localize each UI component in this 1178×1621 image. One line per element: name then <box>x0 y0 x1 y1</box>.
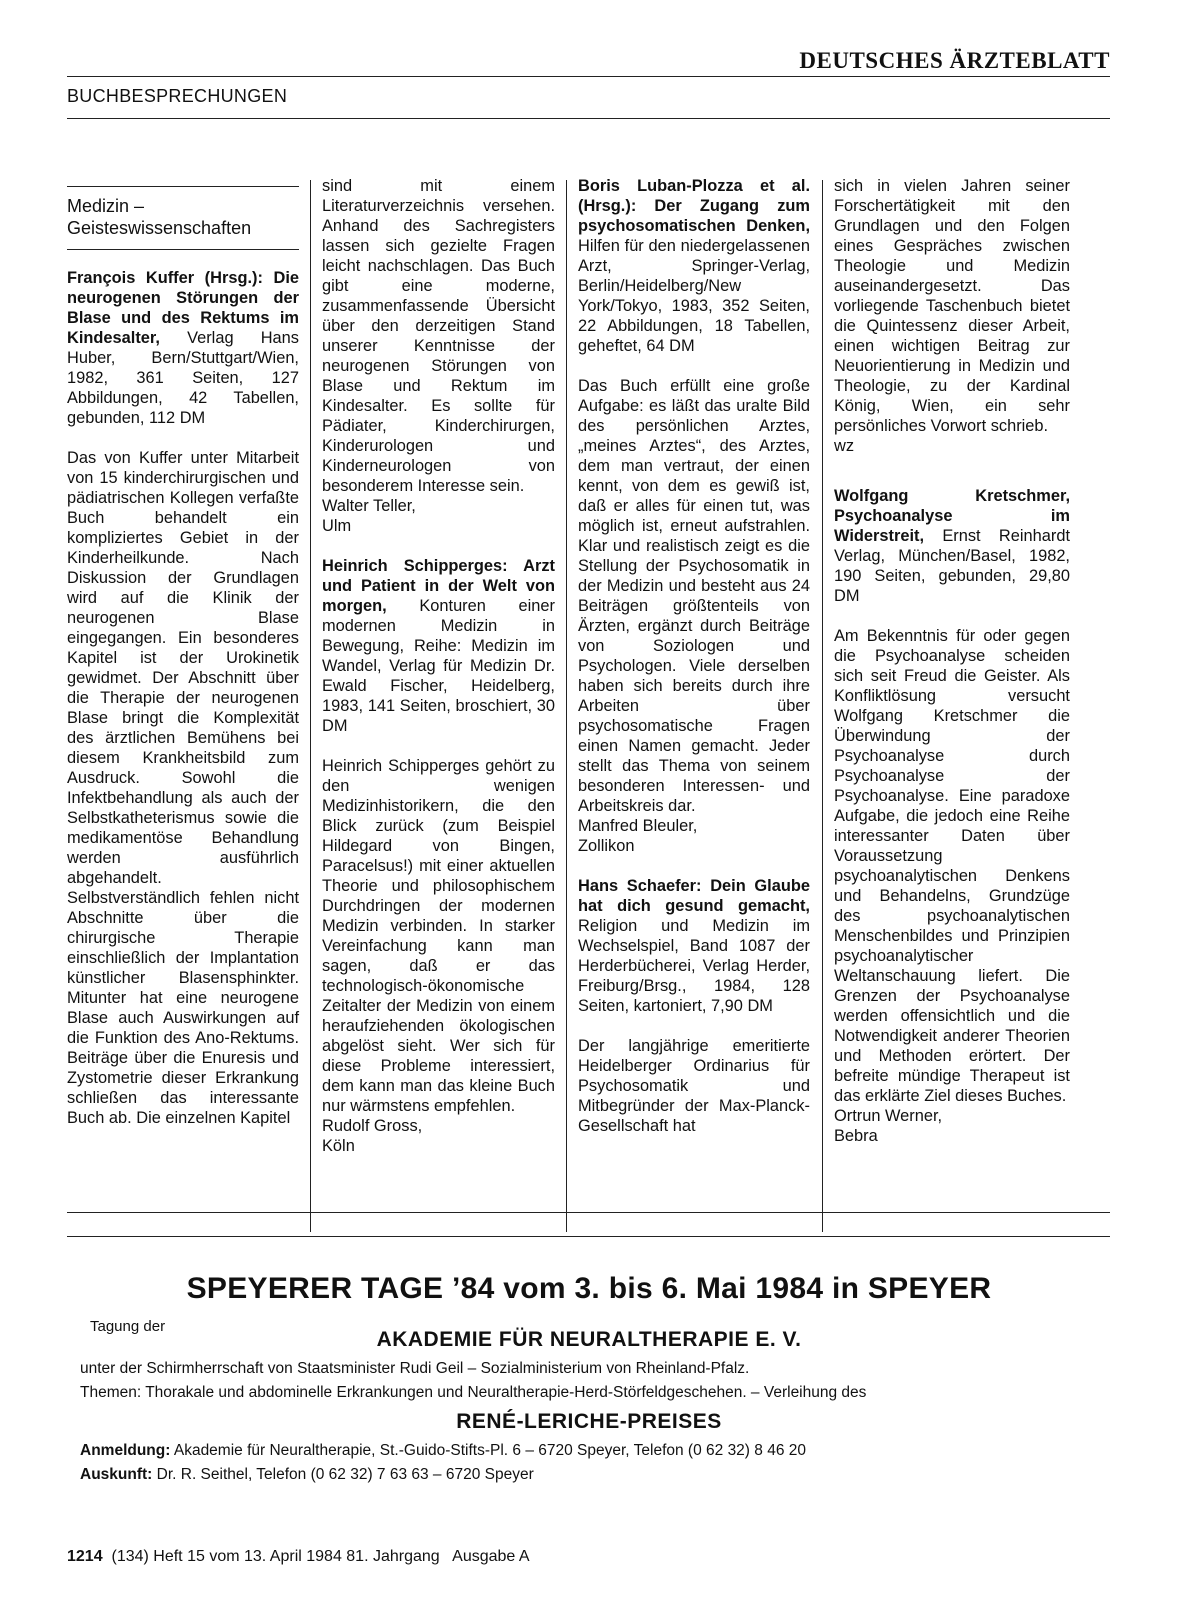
advert-tagung-label: Tagung der <box>90 1318 166 1335</box>
registration-text: Akademie für Neuraltherapie, St.-Guido-Stifts-Pl. 6 – 6720 Speyer, Telefon (0 62 32) 8 46 20 <box>170 1442 806 1459</box>
review-5-bibliography: Ernst Reinhardt Verlag, München/Basel, 1982, 190 Seiten, gebunden, 29,80 DM <box>834 527 1070 605</box>
review-3-title: Boris Luban-Plozza et al. (Hrsg.): Der Zugang zum psychosomatischen Denken, <box>578 177 810 235</box>
advert-top-rule <box>67 1236 1110 1237</box>
review-1-continuation: sind mit einem Literaturverzeichnis versehen. Anhand des Sachregisters lassen sich gezielte Fragen leicht nachschlagen. Das Buch gibt eine moderne, zusammenfassende Übersicht über den derzeitigen Stand unserer Kenntnisse der neurogenen Störungen von Blase und Rektum im Kindesalter. Es sollte für Pädiater, Kinderchirurgen, Kinderurologen und Kinderneurologen von besonderem Interesse sein. <box>322 177 555 495</box>
advert-title: SPEYERER TAGE ’84 vom 3. bis 6. Mai 1984 in SPEYER <box>186 1272 992 1305</box>
review-3-bibliography: Hilfen für den niedergelassenen Arzt, Springer-Verlag, Berlin/Heidelberg/New York/Tokyo, 1983, 352 Seiten, 22 Abbildungen, 18 Tabellen, geheftet, 64 DM <box>578 237 810 355</box>
review-2-title: Heinrich Schipperges: Arzt und Patient in der Welt von morgen, <box>322 557 555 615</box>
column-divider <box>310 180 311 1232</box>
review-2-signature-place: Köln <box>322 1137 355 1155</box>
column-3 <box>578 176 810 1136</box>
column-divider <box>822 180 823 1232</box>
review-1-header <box>67 268 299 428</box>
column-divider <box>566 180 567 1232</box>
review-1-signature-place: Ulm <box>322 517 352 535</box>
advert-organization: AKADEMIE FÜR NEURALTHERAPIE E. V. <box>376 1328 802 1351</box>
advert-patronage: unter der Schirmherrschaft von Staatsminister Rudi Geil – Sozialministerium von Rheinland-Pfalz. <box>80 1360 750 1377</box>
review-3-header <box>578 176 810 356</box>
section-title: BUCHBESPRECHUNGEN <box>67 86 288 106</box>
review-4-continuation: sich in vielen Jahren seiner Forschertätigkeit mit den Grundlagen und den Folgen eines Gespräches zwischen Theologie und Medizin auseinandergesetzt. Das vorliegende Taschenbuch bietet die Quintessenz dieser Arbeit, einen wichtigen Beitrag zur Neuorientierung in Medizin und Theologie, zu der Kardinal König, Wien, ein sehr persönliches Vorwort schrieb. <box>834 177 1070 435</box>
review-4-header <box>578 876 810 1016</box>
review-3-signature-name: Manfred Bleuler, <box>578 817 698 835</box>
column-1 <box>67 186 299 1128</box>
columns-bottom-rule <box>67 1212 1110 1213</box>
section-rule <box>67 118 1110 119</box>
review-2-header <box>322 556 555 736</box>
registration-label: Anmeldung: <box>80 1442 171 1459</box>
advert-prize: RENÉ-LERICHE-PREISES <box>456 1410 722 1433</box>
review-2-body: Heinrich Schipperges gehört zu den wenigen Medizinhistorikern, die den Blick zurück (zum Beispiel Hildegard von Bingen, Paracelsus!) mit einer aktuellen Theorie und philosophischem Durchdringen der modernen Medizin verbinden. In starker Vereinfachung kann man sagen, daß er das technologisch-ökonomische Zeitalter der Medizin von einem heraufziehenden ökologischen abgelöst sieht. Wer sich für diese Probleme interessiert, dem kann man das kleine Buch nur wärmstens empfehlen. <box>322 757 555 1115</box>
page-number: 1214 <box>67 1548 103 1565</box>
advert-information <box>80 1466 534 1484</box>
review-1-title: François Kuffer (Hrsg.): Die neurogenen Störungen der Blase und des Rektums im Kindesalter, <box>67 269 299 347</box>
review-4-bibliography: Religion und Medizin im Wechselspiel, Band 1087 der Herderbücherei, Verlag Herder, Freiburg/Brsg., 1984, 128 Seiten, kartoniert, 7,90 DM <box>578 917 810 1015</box>
review-4-title: Hans Schaefer: Dein Glaube hat dich gesund gemacht, <box>578 877 810 915</box>
review-5-body: Am Bekenntnis für oder gegen die Psychoanalyse scheiden sich seit Freud die Geister. Als Konfliktlösung versucht Wolfgang Kretschmer die Überwindung der Psychoanalyse durch Psychoanalyse der Psychoanalyse. Eine paradoxe Aufgabe, die jedoch eine Reihe interessanter Daten über Voraussetzung psychoanalytischen Denkens und Behandelns, Grundzüge des psychoanalytischen Menschenbildes und Prinzipien psychoanalytischer Weltanschauung liefert. Die Grenzen der Psychoanalyse werden offensichtlich und die Notwendigkeit anderer Theorien und Methoden erörtert. Der befreite mündige Therapeut ist das erklärte Ziel dieses Buches. <box>834 627 1070 1105</box>
review-2-signature-name: Rudolf Gross, <box>322 1117 423 1135</box>
advert-topics: Themen: Thorakale und abdominelle Erkrankungen und Neuraltherapie-Herd-Störfeldgeschehen. – Verleihung des <box>80 1384 867 1401</box>
review-5-title: Wolfgang Kretschmer, Psychoanalyse im Widerstreit, <box>834 487 1070 545</box>
page-footer <box>67 1548 530 1566</box>
advert-registration <box>80 1442 806 1460</box>
column-4 <box>834 176 1070 1146</box>
review-3-signature-place: Zollikon <box>578 837 635 855</box>
review-1-body: Das von Kuffer unter Mitarbeit von 15 kinderchirurgischen und pädiatrischen Kollegen verfaßte Buch behandelt ein kompliziertes Gebiet in der Kinderheilkunde. Nach Diskussion der Grundlagen wird auf die Klinik der neurogenen Blase eingegangen. Ein besonderes Kapitel ist der Urokinetik gewidmet. Der Abschnitt über die Therapie der neurogenen Blase bringt die Komplexität des ärztlichen Bemühens bei diesem Krankheitsbild zum Ausdruck. Sowohl die Infektbehandlung als auch der Selbstkatheterismus sowie die medikamentöse Behandlung werden ausführlich abgehandelt. Selbstverständlich fehlen nicht Abschnitte über die chirurgische Therapie einschließlich der Implantation künstlicher Blasensphinkter. Mitunter hat eine neurogene Blase auch Auswirkungen auf die Funktion des Ano-Rektums. Beiträge über die Enuresis und Zystometrie dieser Erkrankung schließen das interessante Buch ab. Die einzelnen Kapitel <box>67 449 299 1127</box>
review-4-signature: wz <box>834 437 855 455</box>
review-2-bibliography: Konturen einer modernen Medizin in Bewegung, Reihe: Medizin im Wandel, Verlag für Medizin Dr. Ewald Fischer, Heidelberg, 1983, 141 Seiten, broschiert, 30 DM <box>322 597 555 735</box>
masthead: DEUTSCHES ÄRZTEBLATT <box>799 48 1110 73</box>
column-2 <box>322 176 555 1156</box>
review-5-signature-name: Ortrun Werner, <box>834 1107 943 1125</box>
review-3-body: Das Buch erfüllt eine große Aufgabe: es läßt das uralte Bild des persönlichen Arztes, „meines Arztes“, des Arztes, dem man vertraut, der einen kennt, von dem es gewiß ist, daß er alles für einen tut, was möglich ist, erneut aufstrahlen. Klar und realistisch zeigt es die Stellung der Psychosomatik in der Medizin und besteht aus 24 Beiträgen größtenteils von Ärzten, ergänzt durch Beiträge von Soziologen und Psychologen. Viele derselben haben sich bereits durch ihre Arbeiten über psychosomatische Fragen einen Namen gemacht. Jeder stellt das Thema von seinem besonderen Interessen- und Arbeitskreis dar. <box>578 377 810 815</box>
review-4-body: Der langjährige emeritierte Heidelberger Ordinarius für Psychosomatik und Mitbegründer der Max-Planck-Gesellschaft hat <box>578 1037 810 1135</box>
review-5-signature-place: Bebra <box>834 1127 878 1145</box>
review-5-header <box>834 486 1070 606</box>
issue-info: (134) Heft 15 vom 13. April 1984 81. Jahrgang Ausgabe A <box>102 1548 530 1565</box>
masthead-rule <box>67 76 1110 77</box>
review-1-signature-name: Walter Teller, <box>322 497 416 515</box>
review-1-bibliography: Verlag Hans Huber, Bern/Stuttgart/Wien, 1982, 361 Seiten, 127 Abbildungen, 42 Tabellen, gebunden, 112 DM <box>67 329 299 427</box>
category-heading: Medizin – Geisteswissenschaften <box>67 186 299 250</box>
information-text: Dr. R. Seithel, Telefon (0 62 32) 7 63 63 – 6720 Speyer <box>152 1466 534 1483</box>
information-label: Auskunft: <box>80 1466 153 1483</box>
